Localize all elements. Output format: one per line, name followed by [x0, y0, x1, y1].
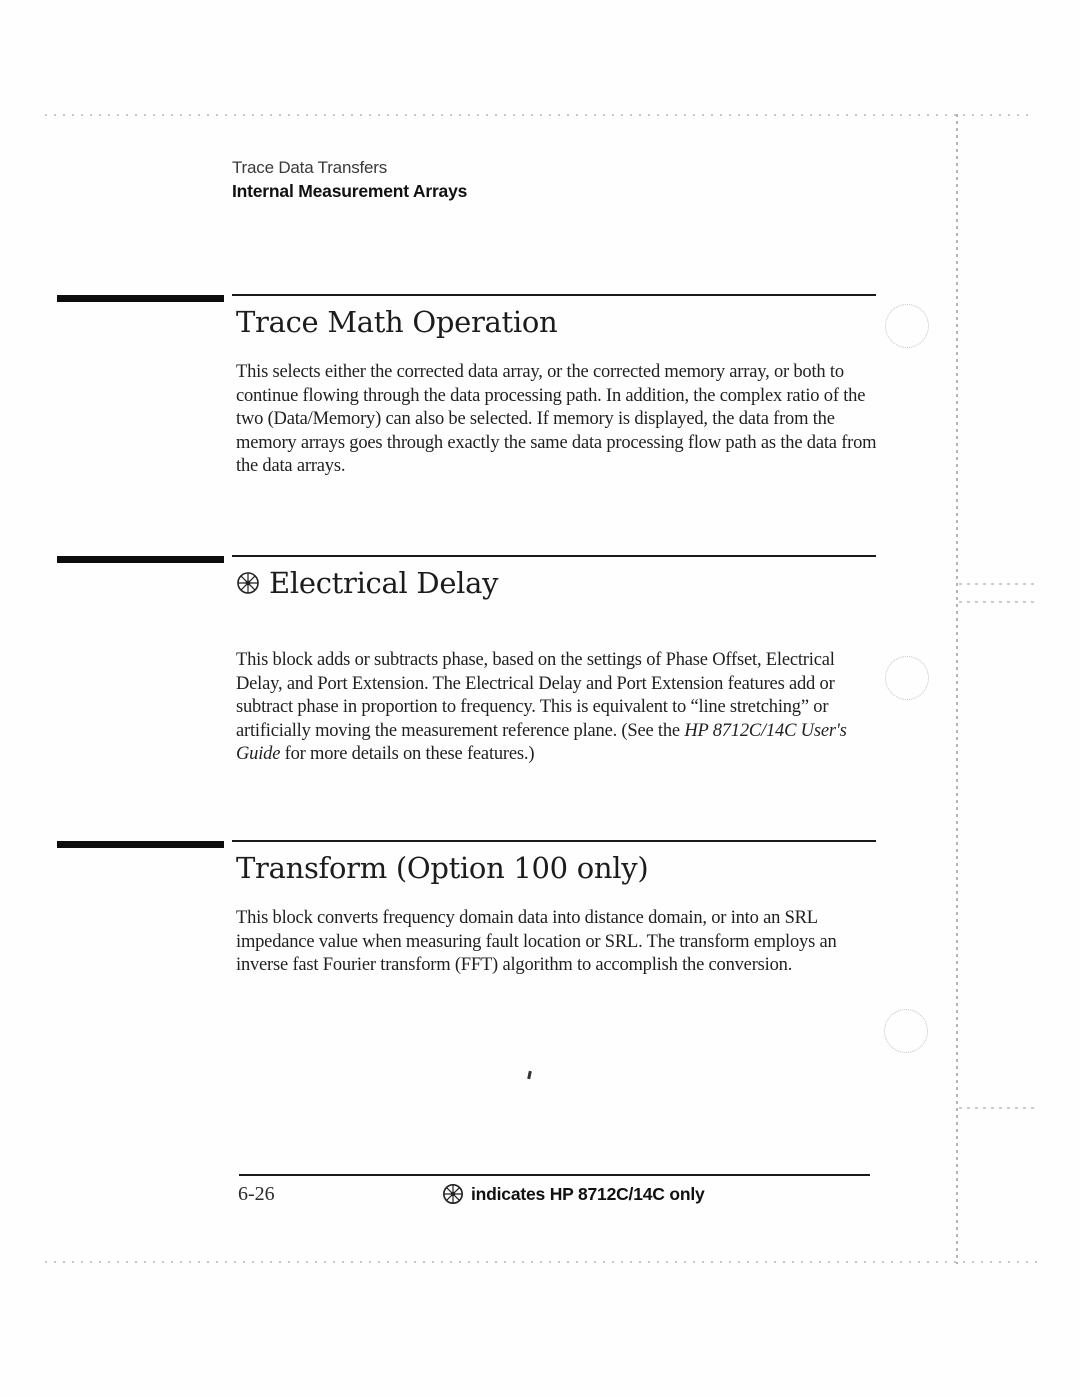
page-edge-dots-top — [45, 114, 1035, 116]
page-edge-dots-right — [956, 114, 958, 1264]
section-title-transform — [236, 851, 648, 885]
section-title-trace-math — [236, 305, 557, 339]
body-segment: for more details on these features.) — [280, 744, 535, 765]
section-subtitle: Internal Measurement Arrays — [232, 181, 468, 201]
section-body-electrical-delay — [236, 649, 884, 767]
spoked-wheel-icon — [236, 571, 260, 595]
footer-note — [442, 1183, 705, 1205]
scan-artifact-line — [959, 601, 1037, 603]
scan-artifact-line — [959, 583, 1037, 585]
footer-note-text: indicates HP 8712C/14C only — [471, 1184, 705, 1204]
chapter-title: Trace Data Transfers — [232, 158, 388, 177]
section-title-electrical-delay — [236, 566, 498, 600]
margin-bar — [57, 295, 224, 302]
section-title-text: Trace Math Operation — [236, 305, 558, 339]
scan-artifact-line — [959, 1107, 1037, 1109]
punch-hole-shadow — [885, 304, 929, 348]
footer-rule — [239, 1174, 870, 1176]
section-body-trace-math: This selects either the corrected data array, or the corrected memory array, or both to continue flowing through the data processing path. In addition, the complex ratio of the two (Data/Memory) can also be selected. If memory is displayed, the data from the memory arrays goes through exactly the same data processing flow path as the data from the data arrays. — [236, 362, 877, 477]
punch-hole-shadow — [884, 1009, 928, 1053]
page-edge-dots-bottom — [45, 1261, 1040, 1263]
section-rule — [232, 294, 876, 296]
book-title-italic: HP 8712C/14C User's Guide — [236, 720, 847, 765]
margin-bar — [57, 556, 224, 563]
margin-bar — [57, 841, 224, 848]
scan-speck — [527, 1071, 532, 1079]
page-number: 6-26 — [238, 1183, 275, 1205]
section-body-transform: This block converts frequency domain data into distance domain, or into an SRL impedance value when measuring fault location or SRL. The transform employs an inverse fast Fourier transform (FFT) algorithm to accomplish the conversion. — [236, 908, 837, 976]
spoked-wheel-icon — [442, 1183, 464, 1205]
section-title-text: Transform (Option 100 only) — [236, 851, 649, 885]
body-segment: This block adds or subtracts phase, based on the settings of Phase Offset, Electrical Delay, and Port Extension. The Electrical Delay and Port Extension features add or subtract phase in proportion to frequency. This is equivalent to “line stretching” or artificially moving the measurement reference plane. (See the — [236, 650, 835, 741]
section-title-text: Electrical Delay — [269, 566, 499, 600]
running-header — [232, 158, 467, 202]
section-rule — [232, 840, 876, 842]
section-rule — [232, 555, 876, 557]
punch-hole-shadow — [885, 656, 929, 700]
